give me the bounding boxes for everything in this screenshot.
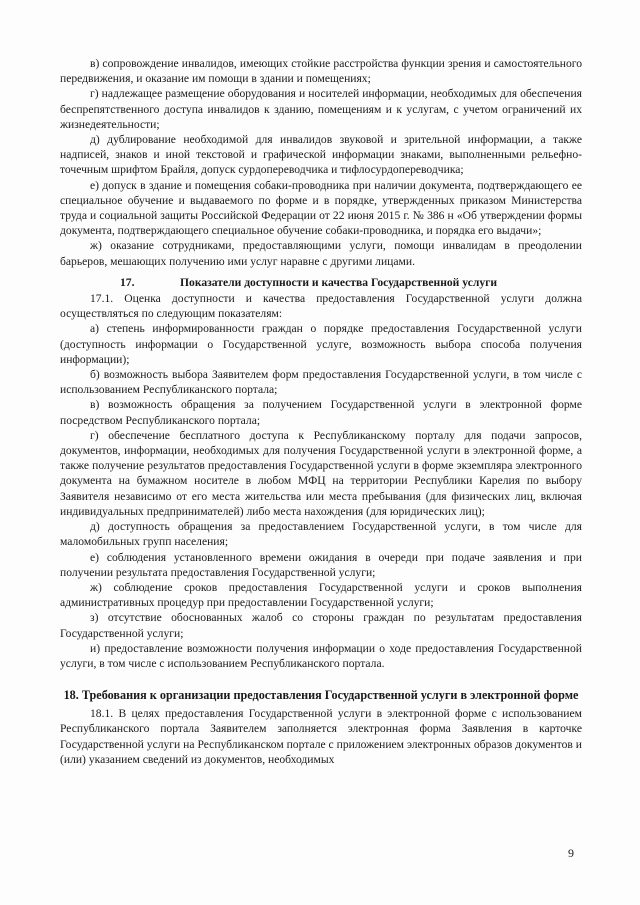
s17-item-e: е) соблюдения установленного времени ожидания в очереди при подаче заявления и при получении результата предоставления Государственной услуги; — [60, 550, 582, 579]
item-v: в) сопровождение инвалидов, имеющих стойкие расстройства функции зрения и самостоятельного передвижения, и оказание им помощи в здании и помещениях; — [60, 57, 582, 86]
item-d: д) дублирование необходимой для инвалидов звуковой и зрительной информации, а также надписей, знаков и иной текстовой и графической информации знаками, выполненными рельефно-точечным шрифтом Брайля, допуск сурдопереводчика и тифлосурдопереводчика; — [60, 133, 582, 177]
s17-item-z: з) отсутствие обоснованных жалоб со стороны граждан по результатам предоставления Государственной услуги; — [60, 611, 582, 640]
page-number: 9 — [568, 846, 574, 860]
section-17-title: Показатели доступности и качества Государственной услуги — [180, 275, 498, 289]
s17-item-g: г) обеспечение бесплатного доступа к Республиканскому порталу для подачи запросов, документов, информации, необходимых для получения Государственной услуги в электронной форме, а также получение результатов предоставления Государственной услуги в форме экземпляра электронного документа на бумажном носителе в любом МФЦ на территории Республики Карелия по выбору Заявителя независимо от его места жительства или места пребывания (для физических лиц, включая индивидуальных предпринимателей) либо места нахождения (для юридических лиц); — [60, 428, 582, 518]
s17-item-b: б) возможность выбора Заявителем форм предоставления Государственной услуги, в том числе с использованием Республиканского портала; — [60, 368, 582, 397]
s17-item-d: д) доступность обращения за предоставлением Государственной услуги, в том числе для маломобильных групп населения; — [60, 520, 582, 549]
section-17-heading — [60, 275, 582, 290]
section-18-heading: 18. Требования к организации предоставления Государственной услуги в электронной форме — [63, 688, 579, 703]
s17-item-i: и) предоставление возможности получения информации о ходе предоставления Государственной услуги, в том числе с использованием Республиканского портала. — [60, 641, 582, 670]
page-body — [60, 56, 582, 767]
item-e: е) допуск в здание и помещения собаки-проводника при наличии документа, подтверждающего ее специальное обучение и выдаваемого по форме и в порядке, утвержденных приказом Министерства труда и социальной защиты Российской Федерации от 22 июня 2015 г. № 386 н «Об утверждении формы документа, подтверждающего специальное обучение собаки-проводника, и порядка его выдачи»; — [60, 178, 582, 238]
s17-item-v: в) возможность обращения за получением Государственной услуги в электронной форме посредством Республиканского портала; — [60, 398, 582, 427]
s17-item-zh: ж) соблюдение сроков предоставления Государственной услуги и сроков выполнения административных процедур при предоставлении Государственной услуги; — [60, 580, 582, 610]
s17-item-a: а) степень информированности граждан о порядке предоставления Государственной услуги (доступность информации о Государственной услуге, возможность выбора способа получения информации); — [60, 322, 582, 366]
section-17-intro: 17.1. Оценка доступности и качества предоставления Государственной услуги должна осуществляться по следующим показателям: — [60, 292, 582, 321]
section-18-paragraph-1: 18.1. В целях предоставления Государственной услуги в электронной форме с использованием Республиканского портала Заявителем заполняется электронная форма Заявления в карточке Государственной услуги на Республиканском портале с приложением электронных образов документов и (или) указанием сведений из документов, необходимых — [60, 707, 582, 766]
section-17-number: 17. — [120, 275, 135, 289]
item-g: г) надлежащее размещение оборудования и носителей информации, необходимых для обеспечения беспрепятственного доступа инвалидов к зданию, помещениям и к услугам, с учетом ограничений их жизнедеятельности; — [60, 87, 582, 131]
item-zh: ж) оказание сотрудниками, предоставляющими услуги, помощи инвалидам в преодолении барьеров, мешающих получению ими услуг наравне с другими лицами. — [60, 239, 582, 268]
